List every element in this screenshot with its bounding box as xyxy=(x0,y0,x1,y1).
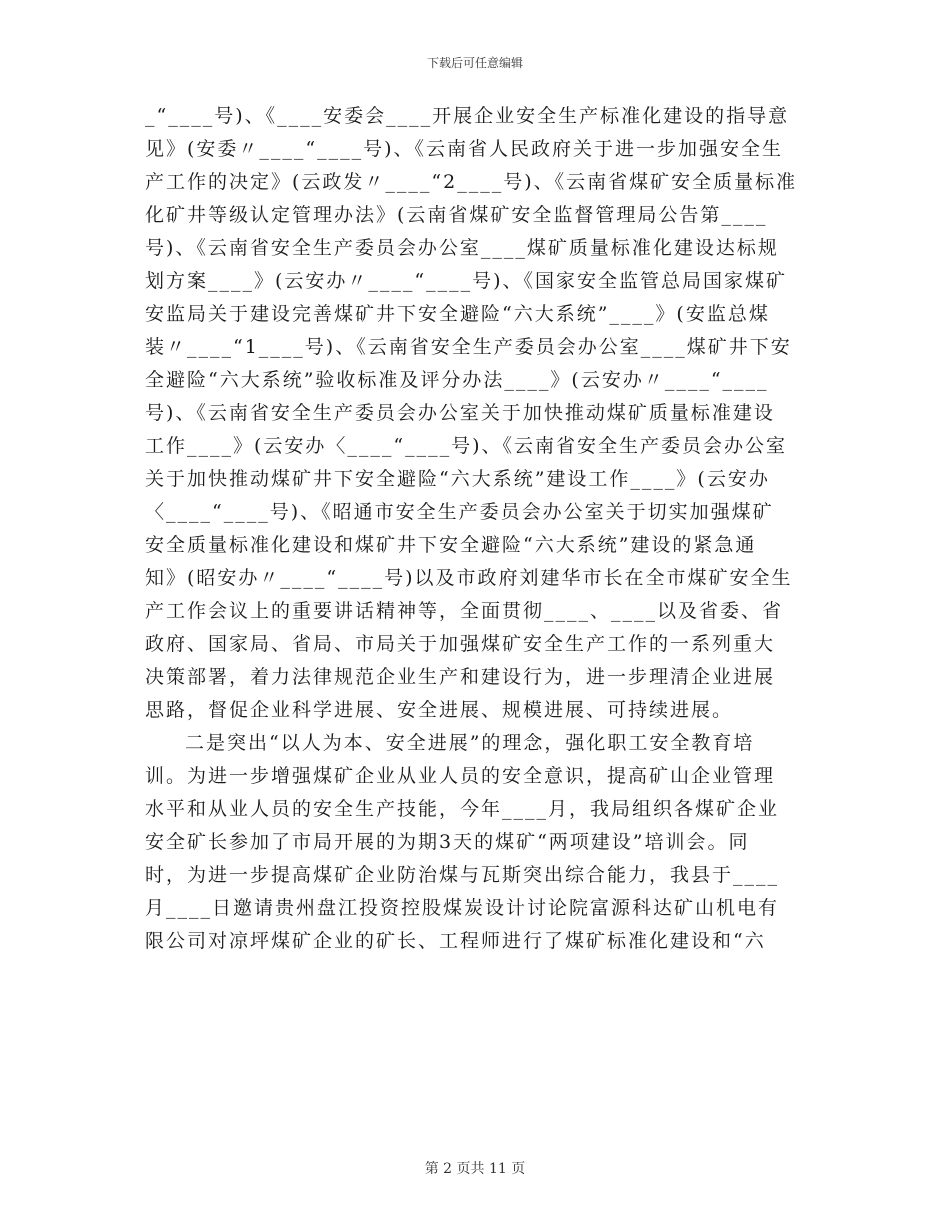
text-line: 工作____》(云安办〈____“____号)、《云南省安全生产委员会办公室 xyxy=(145,435,788,457)
text-line: 安全矿长参加了市局开展的为期3天的煤矿“两项建设”培训会。同 xyxy=(145,831,750,853)
text-line: 装〃____“1____号)、《云南省安全生产委员会办公室____煤矿井下安 xyxy=(145,336,792,358)
text-line: 知》(昭安办〃____“____号)以及市政府刘建华市长在全市煤矿安全生 xyxy=(145,567,793,589)
text-line: 关于加快推动煤矿井下安全避险“六大系统”建设工作____》(云安办 xyxy=(145,468,770,490)
text-line: 〈____“____号)、《昭通市安全生产委员会办公室关于切实加强煤矿 xyxy=(145,501,774,523)
text-line: 号)、《云南省安全生产委员会办公室关于加快推动煤矿质量标准建设 xyxy=(145,402,775,424)
text-line: 产工作会议上的重要讲话精神等，全面贯彻____、____以及省委、省 xyxy=(145,600,784,622)
text-line: 化矿井等级认定管理办法》(云南省煤矿安全监督管理局公告第____ xyxy=(145,204,768,226)
text-line: 二是突出“以人为本、安全进展”的理念，强化职工安全教育培 xyxy=(185,732,755,754)
text-line: 水平和从业人员的安全生产技能，今年____月，我局组织各煤矿企业 xyxy=(145,798,780,820)
text-line: 训。为进一步增强煤矿企业从业人员的安全意识，提高矿山企业管理 xyxy=(145,765,776,787)
text-line: 安全质量标准化建设和煤矿井下安全避险“六大系统”建设的紧急通 xyxy=(145,534,757,556)
page-header: 下载后可任意编辑 xyxy=(426,56,523,70)
text-line: 号)、《云南省安全生产委员会办公室____煤矿质量标准化建设达标规 xyxy=(145,237,779,259)
text-line: 决策部署，着力法律规范企业生产和建设行为，进一步理清企业进展 xyxy=(145,666,776,688)
text-line: 时，为进一步提高煤矿企业防治煤与瓦斯突出综合能力，我县于____ xyxy=(145,864,780,886)
text-line: 见》(安委〃____“____号)、《云南省人民政府关于进一步加强安全生 xyxy=(145,138,784,160)
text-line: 月____日邀请贵州盘江投资控股煤炭设计讨论院富源科达矿山机电有 xyxy=(145,897,780,919)
text-line: 产工作的决定》(云政发〃____“2____号)、《云南省煤矿安全质量标准 xyxy=(145,171,798,193)
text-line: 全避险“六大系统”验收标准及评分办法____》(云安办〃____“____ xyxy=(145,369,769,391)
text-line: 思路，督促企业科学进展、安全进展、规模进展、可持续进展。 xyxy=(145,699,734,721)
page-footer: 第 2 页共 11 页 xyxy=(424,1161,526,1177)
text-line: 限公司对凉坪煤矿企业的矿长、工程师进行了煤矿标准化建设和“六 xyxy=(145,930,766,952)
document-body xyxy=(145,100,805,958)
text-line: 划方案____》(云安办〃____“____号)、《国家安全监管总局国家煤矿 xyxy=(145,270,788,292)
text-line: _“____号)、《____安委会____开展企业安全生产标准化建设的指导意 xyxy=(145,105,790,127)
text-line: 安监局关于建设完善煤矿井下安全避险“六大系统”____》(安监总煤 xyxy=(145,303,770,325)
text-line: 政府、国家局、省局、市局关于加强煤矿安全生产工作的一系列重大 xyxy=(145,633,776,655)
